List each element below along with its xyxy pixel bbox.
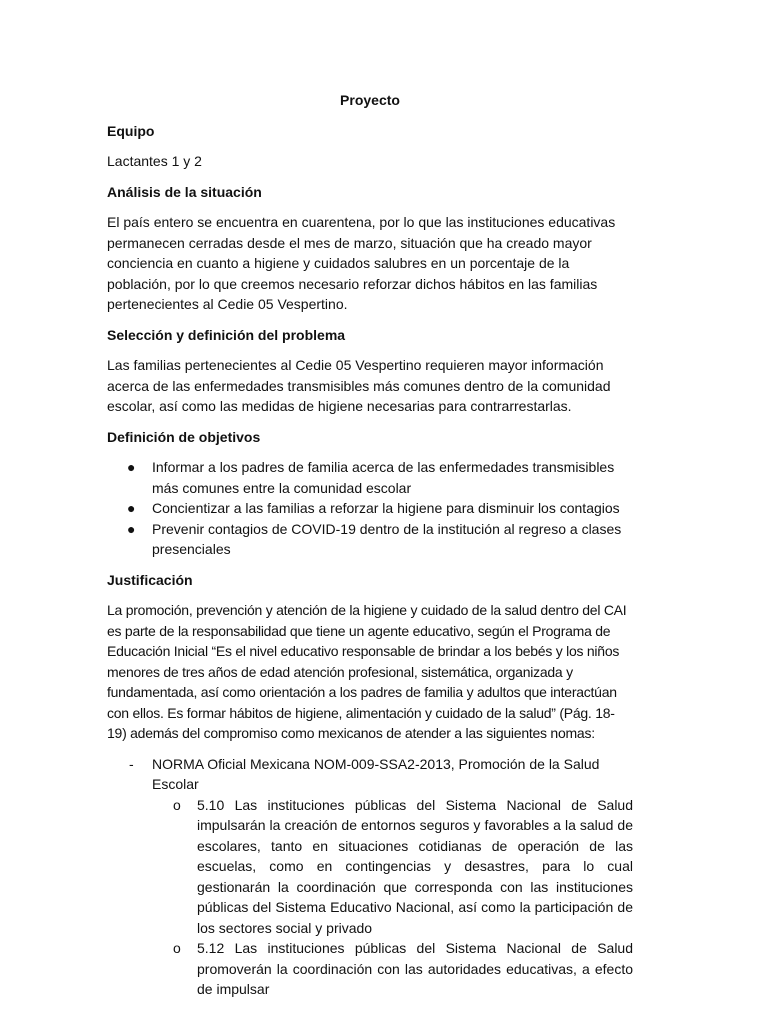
- bullet-icon: ●: [127, 520, 136, 537]
- document-title: Proyecto: [340, 92, 400, 108]
- list-item: [107, 795, 633, 939]
- list-item-text: Concientizar a las familias a reforzar la higiene para disminuir los contagios: [152, 500, 620, 516]
- circle-bullet-icon: o: [173, 796, 181, 813]
- justificacion-intro: La promoción, prevención y atención de la higiene y cuidado de la salud dentro del CAI es parte de la responsabilidad que tiene un agente educativo, según el Programa de Educación Inicial: [107, 602, 627, 659]
- sub-item-text: 5.12 Las instituciones públicas del Sistema Nacional de Salud promoverán la coordinación con las autoridades educativas, a efecto de impulsar: [197, 940, 633, 997]
- circle-bullet-icon: o: [173, 940, 181, 956]
- heading-equipo: Equipo: [107, 122, 155, 139]
- norma-item: [107, 754, 633, 795]
- heading-seleccion: Selección y definición del problema: [107, 326, 346, 343]
- dash-marker: -: [129, 755, 134, 772]
- heading-analisis: Análisis de la situación: [107, 183, 262, 200]
- list-item-text: Prevenir contagios de COVID-19 dentro de la institución al regreso a clases presenciales: [152, 520, 622, 557]
- list-item: [107, 519, 633, 560]
- seleccion-text: Las familias pertenecientes al Cedie 05 Vespertino requieren mayor información acerca de las enfermedades transmisibles más comunes dentro de la comunidad escolar, así como las medidas de higiene necesarias para contrarrestarlas.: [107, 357, 611, 414]
- analisis-text: El país entero se encuentra en cuarentena, por lo que las instituciones educativas permanecen cerradas desde el mes de marzo, situación que ha creado mayor conciencia en cuanto a higiene y cuidados salubres en un porcentaje de la población, por lo que creemos necesario reforzar dichos hábitos en las familias pertenecientes al Cedie 05 Vespertino.: [107, 214, 616, 312]
- list-item: [107, 938, 633, 1000]
- bullet-icon: ●: [127, 459, 136, 475]
- objetivos-list: [107, 457, 633, 560]
- justificacion-outro: (Pág. 18-19) además del compromiso como mexicanos de atender a las siguientes nomas:: [107, 704, 615, 741]
- list-item: [107, 498, 633, 519]
- justificacion-quote: “Es el nivel educativo responsable de brindar a los bebés y los niños menores de tres años de edad atención profesional, sistemática, organizada y fundamentada, así como orientación a los padres de familia y adultos que interactúan con ellos. Es formar hábitos de higiene, alimentación y cuidado de la salud”: [107, 643, 620, 721]
- list-item: [107, 457, 633, 498]
- document-content: [107, 90, 633, 1000]
- equipo-text: Lactantes 1 y 2: [107, 153, 202, 169]
- bullet-icon: ●: [127, 500, 136, 516]
- sub-item-text: 5.10 Las instituciones públicas del Sistema Nacional de Salud impulsarán la creación de entornos seguros y favorables a la salud de escolares, tanto en situaciones cotidianas de operación de las escuelas, como en contingencias y desastres, para lo cual gestionarán la coordinación que corresponda con las instituciones públicas del Sistema Educativo Nacional, así como la participación de los sectores social y privado: [197, 796, 633, 936]
- justificacion-text: [107, 600, 633, 744]
- norma-title: NORMA Oficial Mexicana NOM-009-SSA2-2013, Promoción de la Salud Escolar: [152, 755, 600, 792]
- norma-sublist: [107, 795, 633, 1000]
- list-item-text: Informar a los padres de familia acerca de las enfermedades transmisibles más comunes entre la comunidad escolar: [152, 459, 615, 496]
- heading-objetivos: Definición de objetivos: [107, 428, 261, 445]
- heading-justificacion: Justificación: [107, 571, 193, 588]
